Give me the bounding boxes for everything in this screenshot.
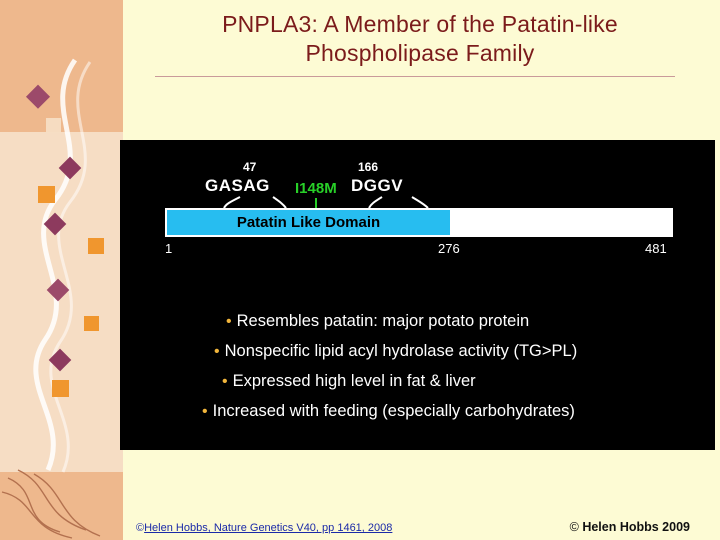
page-title — [130, 10, 710, 68]
bullet-text: Resembles patatin: major potato protein — [236, 312, 530, 330]
decorative-left-band — [0, 0, 123, 540]
citation-link[interactable]: Helen Hobbs, Nature Genetics V40, pp 1461, 2008 — [144, 522, 393, 534]
list-item — [202, 398, 700, 425]
axis-domain-end-label: 276 — [438, 241, 460, 256]
bullet-text: Nonspecific lipid acyl hydrolase activity (TG>PL) — [224, 342, 578, 360]
motif-left-label: GASAG — [205, 176, 270, 195]
copyright-footer — [570, 520, 690, 534]
page-title-line1: PNPLA3: A Member of the Patatin-like — [222, 11, 618, 37]
list-item — [222, 368, 700, 395]
bullet-text: Increased with feeding (especially carbohydrates) — [212, 402, 575, 420]
dna-helix-graphic — [0, 0, 123, 540]
title-divider — [155, 76, 675, 77]
bullet-dot-icon: • — [214, 343, 220, 360]
copyright-symbol: © — [569, 520, 579, 534]
bullet-dot-icon: • — [222, 373, 228, 390]
list-item — [226, 308, 700, 335]
bullet-text: Expressed high level in fat & liver — [232, 372, 476, 390]
protein-bar — [165, 208, 673, 237]
motif-right-position: 166 — [358, 160, 379, 174]
figure-panel — [120, 140, 715, 450]
bullet-dot-icon: • — [226, 313, 232, 330]
bullet-dot-icon: • — [202, 403, 208, 420]
axis-protein-end-label: 481 — [645, 241, 667, 256]
patatin-domain-region: Patatin Like Domain — [167, 210, 450, 235]
axis-start-label: 1 — [165, 241, 173, 256]
motif-left-position: 47 — [243, 160, 257, 174]
copyright-text: Helen Hobbs 2009 — [582, 520, 690, 534]
protein-domain-diagram — [120, 140, 715, 285]
citation-copyright-symbol: © — [136, 522, 145, 534]
list-item — [214, 338, 700, 365]
page-title-line2: Phospholipase Family — [305, 39, 535, 66]
mutation-label: I148M — [295, 180, 337, 197]
bullet-list — [200, 308, 700, 428]
citation-footer[interactable] — [136, 522, 392, 534]
slide-title-container — [130, 10, 710, 68]
motif-right-label: DGGV — [351, 176, 404, 195]
